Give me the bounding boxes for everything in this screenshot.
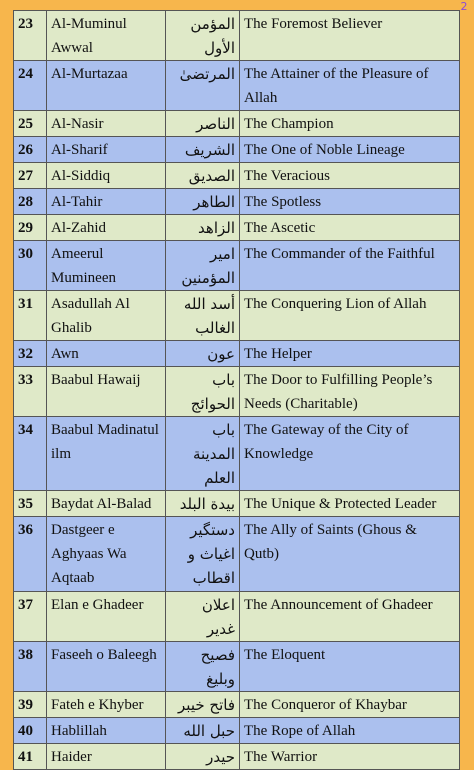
english-meaning: The Veracious <box>240 163 460 189</box>
table-row <box>14 642 460 692</box>
transliteration: Al-Nasir <box>47 111 166 137</box>
english-meaning: The Commander of the Faithful <box>240 241 460 291</box>
english-meaning: The Unique & Protected Leader <box>240 491 460 517</box>
transliteration: Baydat Al-Balad <box>47 491 166 517</box>
table-row <box>14 189 460 215</box>
transliteration: Al-Siddiq <box>47 163 166 189</box>
arabic-name: أسد الله الغالب <box>166 291 240 341</box>
english-meaning: The Helper <box>240 341 460 367</box>
arabic-name: باب المدینة العلم <box>166 417 240 491</box>
table-row <box>14 517 460 592</box>
transliteration: Baabul Hawaij <box>47 367 166 417</box>
table-row <box>14 592 460 642</box>
table-row <box>14 215 460 241</box>
table-row <box>14 61 460 111</box>
row-number: 35 <box>14 491 47 517</box>
table-row <box>14 744 460 770</box>
table-row <box>14 417 460 491</box>
arabic-name: المؤمن الأول <box>166 11 240 61</box>
english-meaning: The Warrior <box>240 744 460 770</box>
arabic-name: الشریف <box>166 137 240 163</box>
arabic-name: دستگیر اغیاث و اقطاب <box>166 517 240 592</box>
transliteration: Haider <box>47 744 166 770</box>
row-number: 26 <box>14 137 47 163</box>
table-row <box>14 137 460 163</box>
english-meaning: The Attainer of the Pleasure of Allah <box>240 61 460 111</box>
english-meaning: The Champion <box>240 111 460 137</box>
table-row <box>14 341 460 367</box>
table-row <box>14 367 460 417</box>
table-row <box>14 11 460 61</box>
row-number: 23 <box>14 11 47 61</box>
page-number: 2 <box>460 0 468 13</box>
table-row <box>14 692 460 718</box>
arabic-name: فاتح خیبر <box>166 692 240 718</box>
table-row <box>14 163 460 189</box>
row-number: 40 <box>14 718 47 744</box>
table-row <box>14 291 460 341</box>
table-row <box>14 718 460 744</box>
transliteration: Baabul Madinatul ilm <box>47 417 166 491</box>
english-meaning: The Conqueror of Khaybar <box>240 692 460 718</box>
english-meaning: The Rope of Allah <box>240 718 460 744</box>
table-row <box>14 491 460 517</box>
row-number: 24 <box>14 61 47 111</box>
arabic-name: بیدة البلد <box>166 491 240 517</box>
transliteration: Hablillah <box>47 718 166 744</box>
arabic-name: عون <box>166 341 240 367</box>
english-meaning: The Conquering Lion of Allah <box>240 291 460 341</box>
english-meaning: The Eloquent <box>240 642 460 692</box>
row-number: 29 <box>14 215 47 241</box>
arabic-name: فصیح وبلیغ <box>166 642 240 692</box>
arabic-name: اعلان غدیر <box>166 592 240 642</box>
row-number: 27 <box>14 163 47 189</box>
row-number: 39 <box>14 692 47 718</box>
transliteration: Fateh e Khyber <box>47 692 166 718</box>
transliteration: Al-Zahid <box>47 215 166 241</box>
transliteration: Al-Murtazaa <box>47 61 166 111</box>
transliteration: Elan e Ghadeer <box>47 592 166 642</box>
row-number: 30 <box>14 241 47 291</box>
transliteration: Faseeh o Baleegh <box>47 642 166 692</box>
names-table <box>13 10 460 770</box>
english-meaning: The Door to Fulfilling People’s Needs (Charitable) <box>240 367 460 417</box>
row-number: 38 <box>14 642 47 692</box>
row-number: 34 <box>14 417 47 491</box>
arabic-name: امیر المؤمنین <box>166 241 240 291</box>
table-row <box>14 111 460 137</box>
arabic-name: حبل الله <box>166 718 240 744</box>
transliteration: Dastgeer e Aghyaas Wa Aqtaab <box>47 517 166 592</box>
arabic-name: المرتضیٰ <box>166 61 240 111</box>
english-meaning: The Gateway of the City of Knowledge <box>240 417 460 491</box>
transliteration: Al-Tahir <box>47 189 166 215</box>
english-meaning: The Spotless <box>240 189 460 215</box>
arabic-name: الصدیق <box>166 163 240 189</box>
row-number: 33 <box>14 367 47 417</box>
english-meaning: The One of Noble Lineage <box>240 137 460 163</box>
transliteration: Awn <box>47 341 166 367</box>
arabic-name: الطاهر <box>166 189 240 215</box>
english-meaning: The Ally of Saints (Ghous & Qutb) <box>240 517 460 592</box>
row-number: 37 <box>14 592 47 642</box>
arabic-name: حیدر <box>166 744 240 770</box>
arabic-name: باب الحوائج <box>166 367 240 417</box>
row-number: 41 <box>14 744 47 770</box>
arabic-name: الزاهد <box>166 215 240 241</box>
row-number: 28 <box>14 189 47 215</box>
row-number: 25 <box>14 111 47 137</box>
transliteration: Al-Muminul Awwal <box>47 11 166 61</box>
english-meaning: The Announcement of Ghadeer <box>240 592 460 642</box>
arabic-name: الناصر <box>166 111 240 137</box>
english-meaning: The Foremost Believer <box>240 11 460 61</box>
row-number: 31 <box>14 291 47 341</box>
names-table-body <box>14 11 460 770</box>
transliteration: Al-Sharif <box>47 137 166 163</box>
row-number: 36 <box>14 517 47 592</box>
table-row <box>14 241 460 291</box>
english-meaning: The Ascetic <box>240 215 460 241</box>
transliteration: Ameerul Mumineen <box>47 241 166 291</box>
transliteration: Asadullah Al Ghalib <box>47 291 166 341</box>
row-number: 32 <box>14 341 47 367</box>
